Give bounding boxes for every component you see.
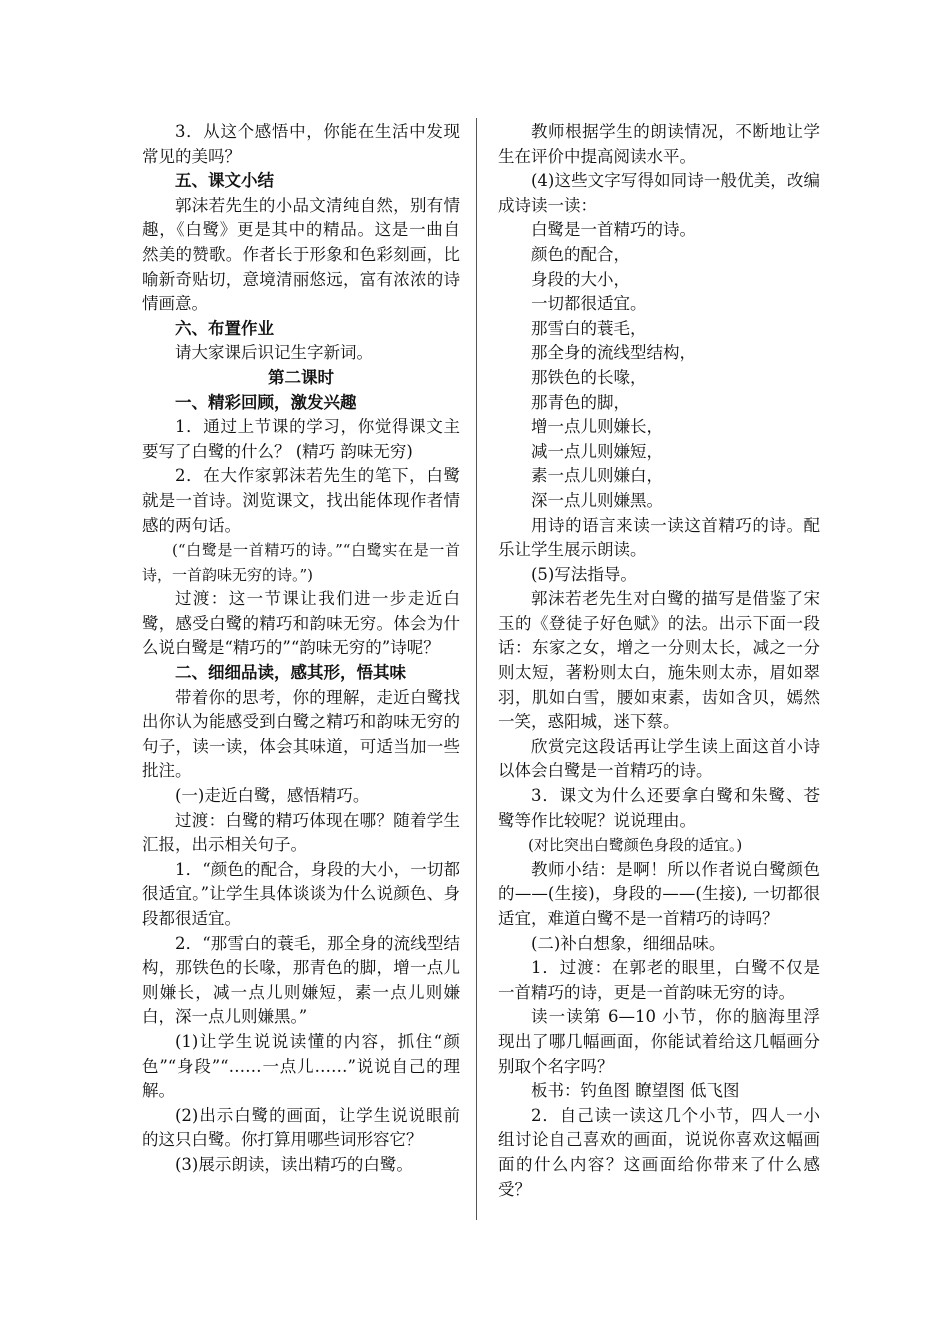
poem-line: 颜色的配合， bbox=[531, 244, 630, 264]
paragraph: 读一读第 6—10 小节，你的脑海里浮现出了哪几幅画面，你能试着给这几幅画分别取个名字吗？ bbox=[498, 1007, 820, 1076]
paragraph: (5)写法指导。 bbox=[531, 564, 637, 584]
paragraph: 教师小结：是啊！所以作者说白鹭颜色的——(生接)，身段的——(生接), 一切都很适宜，难道白鹭不是一首精巧的诗吗？ bbox=[498, 859, 820, 928]
poem-line: 增一点儿则嫌长， bbox=[531, 417, 663, 437]
paragraph: 2．自己读一读这几个小节，四人一小组讨论自己喜欢的画面，说说你喜欢这幅画面的什么内容？这画面给你带来了什么感受？ bbox=[498, 1105, 820, 1199]
paragraph: 欣赏完这段话再让学生读上面这首小诗以体会白鹭是一首精巧的诗。 bbox=[498, 736, 820, 781]
section-heading: 六、布置作业 bbox=[175, 318, 274, 338]
poem-line: 身段的大小， bbox=[531, 269, 630, 289]
section-heading: 第二课时 bbox=[268, 367, 334, 387]
paragraph: 1．“颜色的配合，身段的大小，一切都很适宜。”让学生具体谈谈为什么说颜色、身段都很适宜。 bbox=[142, 859, 460, 928]
right-column bbox=[498, 120, 820, 1202]
paragraph: 过渡：白鹭的精巧体现在哪？随着学生汇报，出示相关句子。 bbox=[142, 810, 460, 855]
paragraph: 1．过渡：在郭老的眼里，白鹭不仅是一首精巧的诗，更是一首韵味无穷的诗。 bbox=[498, 958, 820, 1002]
paragraph: 过渡：这一节课让我们进一步走近白鹭，感受白鹭的精巧和韵味无穷。体会为什么说白鹭是“精巧的”“韵味无穷的”诗呢？ bbox=[142, 589, 460, 658]
column-divider bbox=[476, 118, 477, 1220]
paragraph: (二)补白想象，细细品味。 bbox=[531, 933, 726, 953]
poem-line: 减一点儿则嫌短， bbox=[531, 441, 663, 461]
paragraph: 用诗的语言来读一读这首精巧的诗。配乐让学生展示朗读。 bbox=[498, 515, 820, 560]
paragraph: (一)走近白鹭，感悟精巧。 bbox=[175, 786, 370, 806]
section-heading: 五、课文小结 bbox=[175, 171, 274, 191]
poem-line: 那全身的流线型结构， bbox=[531, 343, 696, 363]
paragraph: 2．在大作家郭沫若先生的笔下，白鹭就是一首诗。浏览课文，找出能体现作者情感的两句话。 bbox=[142, 466, 460, 535]
paragraph: (3)展示朗读，读出精巧的白鹭。 bbox=[175, 1154, 413, 1174]
paragraph: 3．从这个感悟中，你能在生活中发现常见的美吗？ bbox=[142, 122, 460, 166]
paragraph: 1．通过上节课的学习，你觉得课文主要写了白鹭的什么？ (精巧 韵味无穷) bbox=[142, 417, 460, 461]
paragraph: (2)出示白鹭的画面，让学生说说眼前的这只白鹭。你打算用哪些词形容它？ bbox=[142, 1105, 460, 1150]
poem-line: 白鹭是一首精巧的诗。 bbox=[531, 220, 696, 240]
poem-line: 那青色的脚， bbox=[531, 392, 630, 412]
paragraph: (4)这些文字写得如同诗一般优美，改编成诗读一读： bbox=[498, 171, 820, 215]
paragraph: (1)让学生说说读懂的内容，抓住“颜色”“身段”“……一点儿……”说说自己的理解。 bbox=[142, 1031, 460, 1101]
paragraph: 请大家课后识记生字新词。 bbox=[175, 343, 373, 363]
poem-line: 素一点儿则嫌白， bbox=[531, 466, 663, 486]
paragraph: 教师根据学生的朗读情况，不断地让学生在评价中提高阅读水平。 bbox=[498, 122, 820, 166]
section-heading: 二、细细品读，感其形，悟其味 bbox=[175, 663, 406, 683]
paragraph: 郭沫若老先生对白鹭的描写是借鉴了宋玉的《登徒子好色赋》的法。出示下面一段话：东家之女，增之一分则太长，减之一分则太短，著粉则太白，施朱则太赤，眉如翠羽，肌如白雪，腰如束素，齿如含贝，嫣然一笑，惑阳城，迷下蔡。 bbox=[498, 589, 820, 732]
paragraph: (对比突出白鹭颜色身段的适宜。) bbox=[528, 836, 743, 855]
paragraph: (“白鹭是一首精巧的诗。”“白鹭实在是一首诗，一首韵味无穷的诗。”) bbox=[142, 541, 460, 584]
paragraph: 3．课文为什么还要拿白鹭和朱鹭、苍鹭等作比较呢？说说理由。 bbox=[498, 786, 820, 830]
section-heading: 一、精彩回顾，激发兴趣 bbox=[175, 392, 357, 412]
left-column bbox=[142, 120, 460, 1178]
poem-line: 那雪白的蓑毛， bbox=[531, 318, 647, 338]
poem-line: 深一点儿则嫌黑。 bbox=[531, 490, 663, 510]
paragraph: 带着你的思考，你的理解，走近白鹭找出你认为能感受到白鹭之精巧和韵味无穷的句子，读一读，体会其味道，可适当加一些批注。 bbox=[142, 687, 460, 781]
paragraph: 板书：钓鱼图 瞭望图 低飞图 bbox=[531, 1081, 740, 1101]
poem-line: 那铁色的长喙， bbox=[531, 367, 647, 387]
paragraph: 郭沫若先生的小品文清纯自然，别有情趣，《白鹭》更是其中的精品。这是一曲自然美的赞歌。作者长于形象和色彩刻画，比喻新奇贴切，意境清丽悠远，富有浓浓的诗情画意。 bbox=[142, 195, 460, 314]
paragraph: 2．“那雪白的蓑毛，那全身的流线型结构，那铁色的长喙，那青色的脚，增一点儿则嫌长，减一点儿则嫌短，素一点儿则嫌白，深一点儿则嫌黑。” bbox=[142, 933, 460, 1027]
poem-line: 一切都很适宜。 bbox=[531, 294, 647, 314]
